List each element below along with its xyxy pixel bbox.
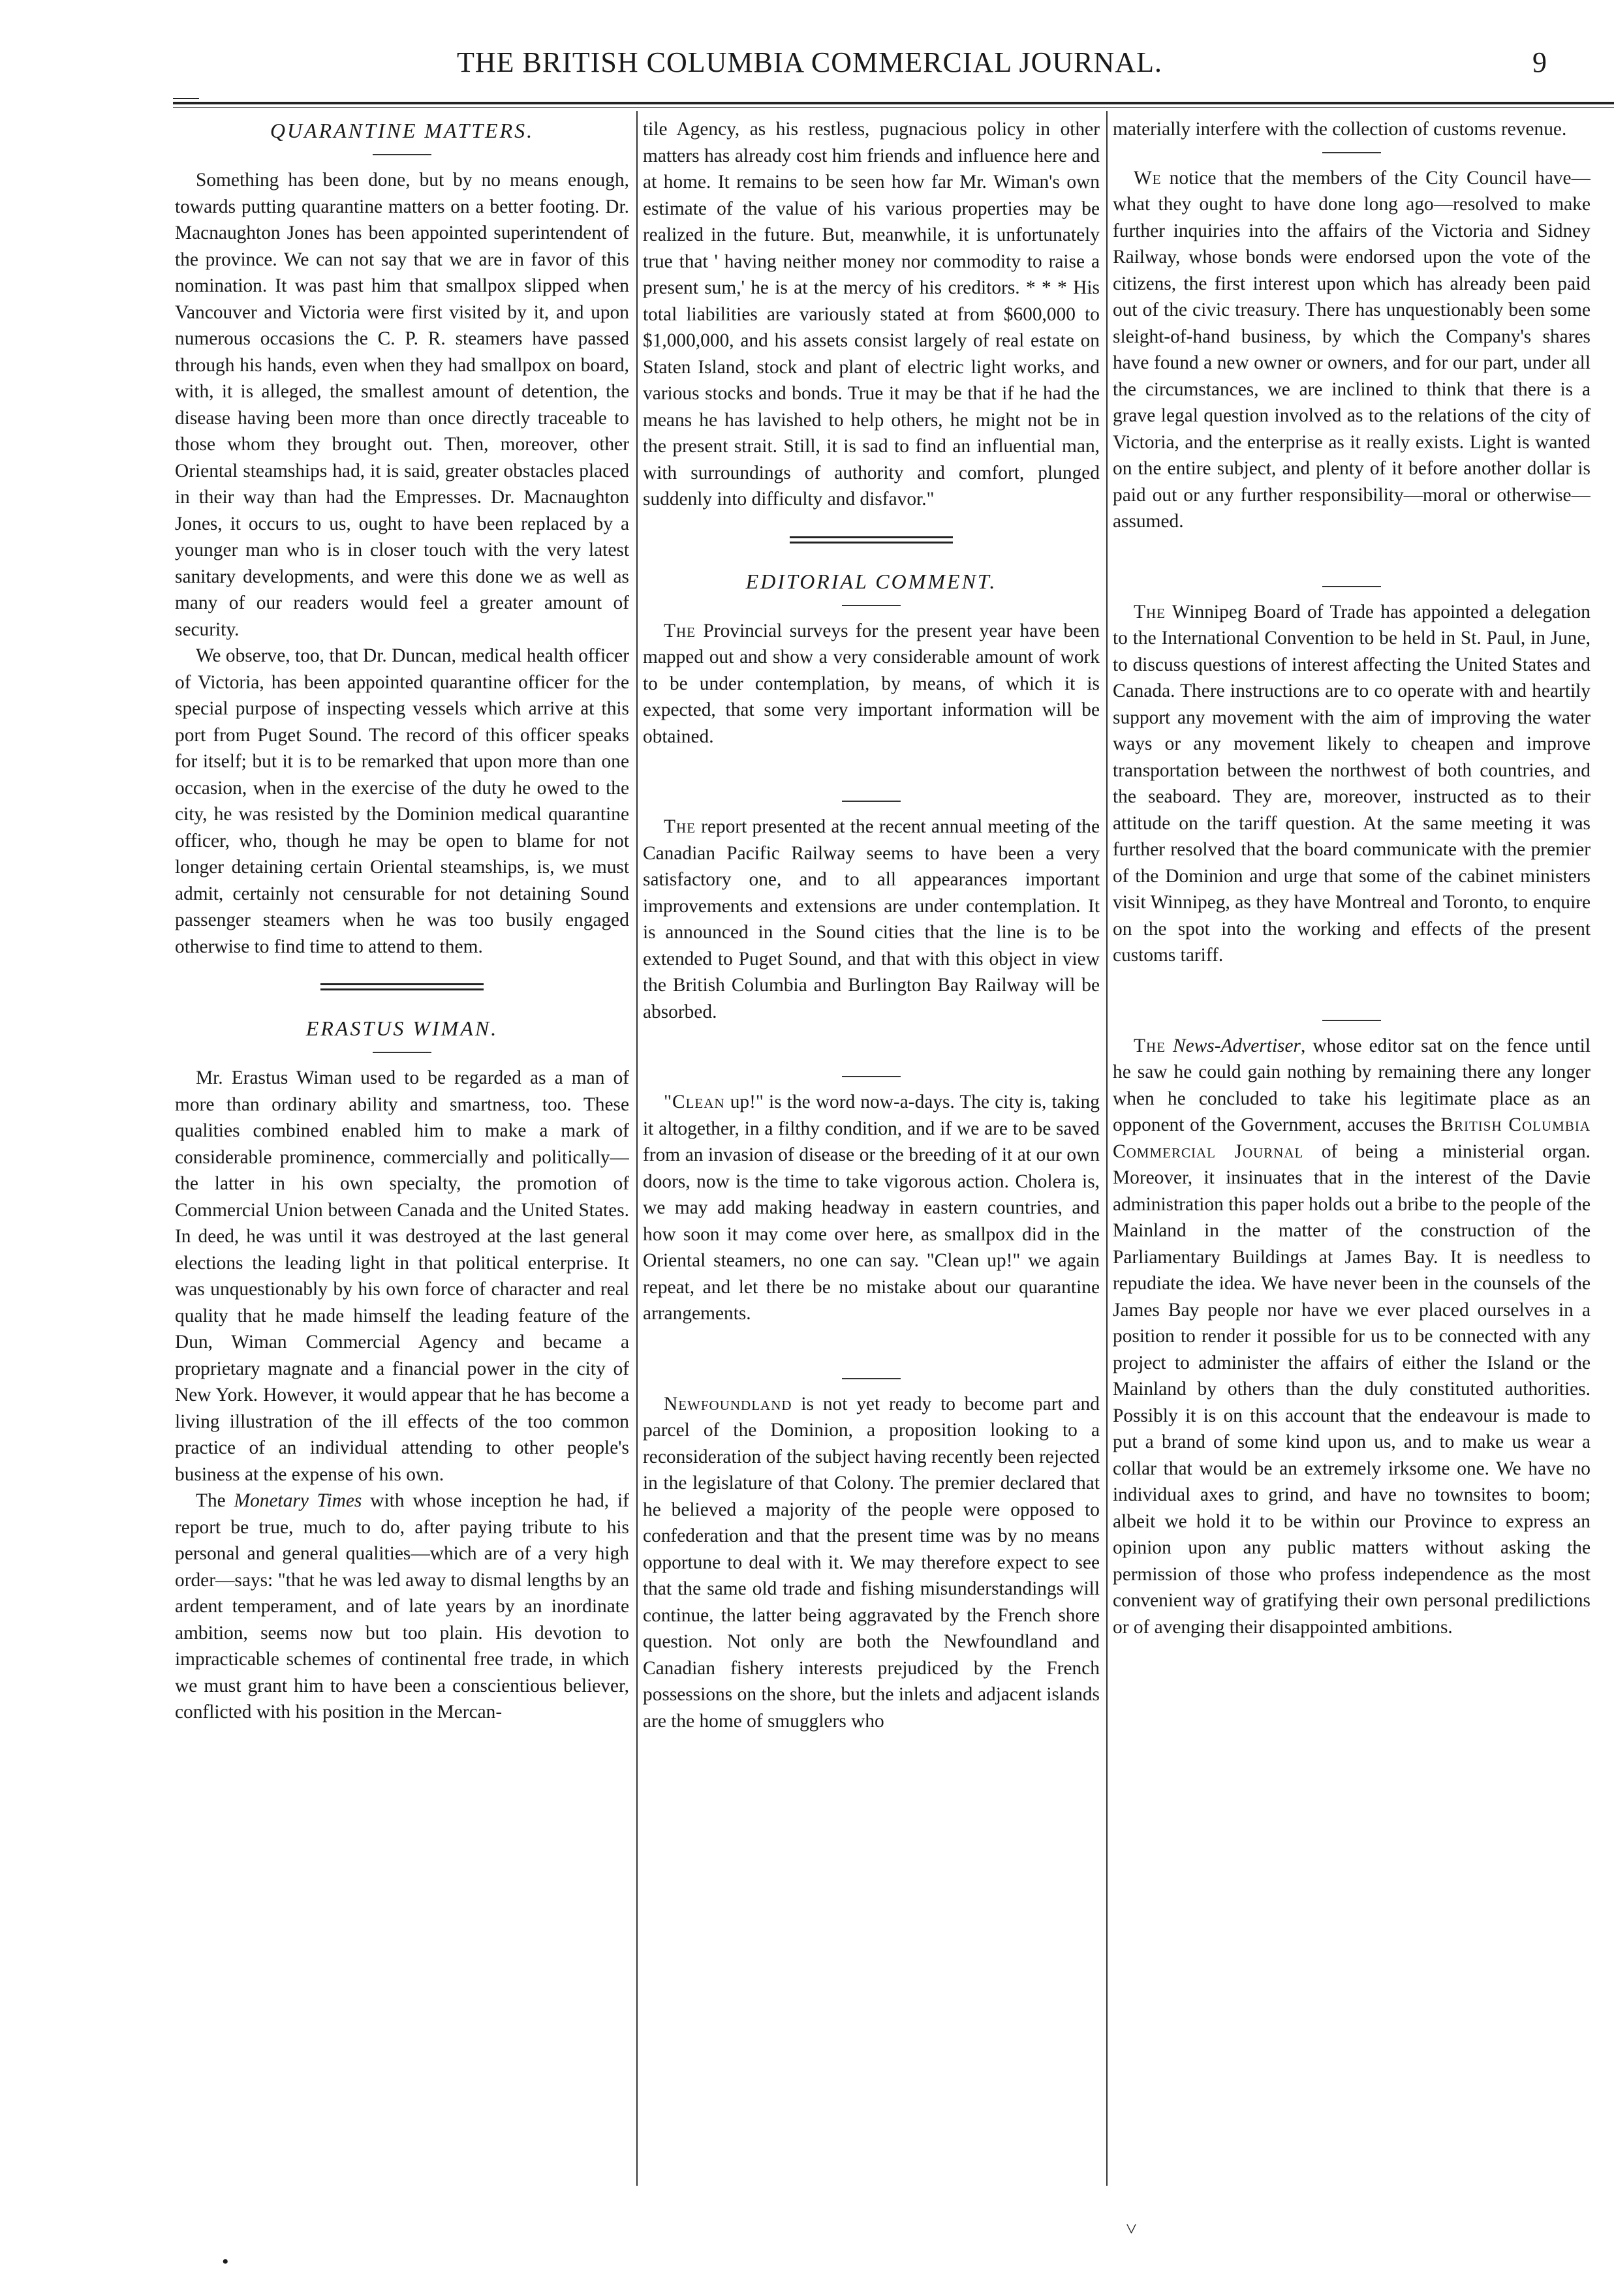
header-dash xyxy=(173,98,199,99)
text-run: up!" is the word now-a-days. The city is, taking it altogether, in a filthy condition, and if we are to be saved from an invasion of disease or the breeding of it at our own doors, now is the time to take vigorous action. Cholera is, we may add making headway in eastern countries, and how soon it may come over here, as smallpox did in the Oriental steamers, no one can say. "Clean up!" we again repeat, and let there be no mistake about our quarantine arrangements. xyxy=(643,1092,1100,1324)
spacer xyxy=(643,1327,1100,1369)
short-rule xyxy=(1322,586,1381,587)
editorial-paragraph xyxy=(643,814,1100,1025)
section-divider xyxy=(320,983,484,990)
article-paragraph: Mr. Erastus Wiman used to be regarded as a man of more than ordinary ability and smartness, too. These qualities combined enabled him to make a mark of considerable prominence, commercially and politically—the latter in his own specialty, the promotion of Commercial Union between Canada and the United States. In deed, he was until it was destroyed at the last general elections the leading light in that political enterprise. It was unquestionably by his own force of character and real quality that he made himself the leading feature of the Dun, Wiman Commercial Agency and became a proprietary magnate and a financial power in the city of New York. However, it would appear that he has become a living illustration of the ill effects of the too common practice of an individual attending to other people's business at the expense of his own. xyxy=(175,1067,629,1485)
text-run: Winnipeg Board of Trade has appointed a delegation to the International Convention to be held in St. Paul, in June, to discuss questions of interest affecting the United States and Canada. There instructions are to co operate with and heartily support any movement with the aim of improving the water ways or any movement likely to cheapen and improve transportation between the northwest of both countries, and the seaboard. They are, moreover, instructed as to their attitude on the tariff question. At the same meeting it was further resolved that the board communicate with the premier of the Dominion and urge that some of the cabinet ministers visit Winnipeg, as they have Montreal and Toronto, to enquire on the spot into the working and effects of the present customs tariff. xyxy=(1113,601,1591,966)
lead-word: We xyxy=(1134,167,1162,189)
header-rule-thin xyxy=(173,107,1614,108)
short-rule xyxy=(842,605,901,606)
print-speck: ˅ xyxy=(1126,2218,1137,2240)
page-number: 9 xyxy=(1532,46,1547,78)
text-run: is not yet ready to become part and parcel of the Dominion, a proposition looking to a reconsideration of the subject having recently been rejected in the legislature of that Colony. The premier declared that he believed a majority of the people were opposed to confederation and that the present time was by no means opportune to deal with it. We may therefore expect to see that the same old trade and fishing misunderstandings will continue, the latter being aggravated by the French shore question. Not only are both the Newfoundland and Canadian fishery interests prejudiced by the French possessions on the shore, but the inlets and adjacent islands are the home of smugglers who xyxy=(643,1393,1100,1732)
article-paragraph: We observe, too, that Dr. Duncan, medical health officer of Victoria, has been appointed quarantine officer for the special purpose of inspecting vessels which arrive at this port from Puget Sound. The record of this officer speaks for itself; but it is to be remarked that upon more than one occasion, when in the exercise of the duty he owed to the city, he was resisted by the Dominion medical quarantine officer, who, though he may be open to blame for not longer detaining certain Oriental steamships, is, we must admit, certainly not censurable for not detaining Sound passenger steamers when he was too busily engaged otherwise to find time to attend to them. xyxy=(175,645,629,957)
lead-word: The xyxy=(1134,601,1166,622)
short-rule xyxy=(842,1076,901,1077)
short-rule xyxy=(373,154,431,155)
editorial-comment-heading: EDITORIAL COMMENT. xyxy=(745,569,997,593)
lead-word: Newfoundland xyxy=(664,1393,792,1415)
short-rule xyxy=(842,801,901,802)
spacer xyxy=(643,1025,1100,1067)
article-paragraph xyxy=(175,1488,629,1726)
text-run: Provincial surveys for the present year have been mapped out and show a very considerable amount of work to be under contemplation, by means, of which it is expected, that some very important information will be obtained. xyxy=(643,620,1100,747)
newspaper-name: News-Advertiser xyxy=(1173,1035,1301,1056)
spacer xyxy=(1113,535,1591,577)
editorial-paragraph xyxy=(643,1089,1100,1327)
short-rule xyxy=(842,1378,901,1379)
text-run: , whose editor sat on the fence until he saw he could gain nothing by remaining there any longer when he concluded to take his legitimate place as an opponent of the Government, accuses the xyxy=(1113,1035,1591,1135)
text-run: of being a ministerial organ. Moreover, it insinuates that in the interest of the Davie administration this paper holds out a bribe to the people of the Mainland in the matter of the construction of the Parliamentary Buildings at James Bay. It is needless to repudiate the idea. We have never been in the counsels of the James Bay people nor have we ever placed ourselves in a position to render it possible for us to be connected with any project to administer the affairs of either the Island or the Mainland by others than the duly constituted authorities. Possibly it is on this account that the endeavour is made to put a brand of some kind upon us, and to make us wear a collar that would be an extremely irksome one. We have no individual axes to grind, and have no townsites to boom; albeit we hold it to be within our Province to express an opinion upon any public matters without asking the permission of those who profess independence as the most convenient way of gratifying their own personal predilictions or of avenging their disappointed ambitions. xyxy=(1113,1140,1591,1638)
journal-name: British Columbia Commercial Journal xyxy=(1113,1114,1591,1162)
column-divider-2 xyxy=(1106,111,1108,2186)
text-run: report presented at the recent annual meeting of the Canadian Pacific Railway seems to have been a very satisfactory one, and to all appearances important improvements and extensions are under contemplation. It is announced in the Sound cities that the line is to be extended to Puget Sound, and that with this object in view the British Columbia and Burlington Bay Railway will be absorbed. xyxy=(643,816,1100,1022)
lead-word: The xyxy=(664,620,696,641)
spacer xyxy=(1113,969,1591,1011)
short-rule xyxy=(1322,152,1381,153)
article-heading-wiman: ERASTUS WIMAN. xyxy=(305,1017,499,1040)
column-3 xyxy=(1113,116,1591,2184)
editorial-paragraph xyxy=(643,618,1100,750)
article-paragraph: tile Agency, as his restless, pugnacious policy in other matters has already cost him friends and influence here and at home. It remains to be seen how far Mr. Wiman's own estimate of the value of his various properties may be realized in the future. But, meanwhile, it is unfortunately true that ' having neither money nor commodity to raise a present sum,' he is at the mercy of his creditors. * * * His total liabilities are variously stated at from $600,000 to $1,000,000, and his assets consist largely of real estate on Staten Island, stock and plant of electric light works, and various stocks and bonds. True it may be that if he had the means he has lavished to help others, he might not be in the present strait. Still, it is sad to find an influential man, with surroundings of authority and comfort, plunged suddenly into difficulty and disfavor." xyxy=(643,119,1100,510)
column-divider-1 xyxy=(636,111,638,2186)
editorial-paragraph xyxy=(643,1391,1100,1735)
lead-word: "Clean xyxy=(664,1092,725,1112)
header-rule xyxy=(173,102,1614,104)
column-1 xyxy=(175,116,629,2184)
section-divider xyxy=(790,536,953,543)
short-rule xyxy=(373,1052,431,1053)
editorial-paragraph xyxy=(1113,599,1591,969)
journal-title: THE BRITISH COLUMBIA COMMERCIAL JOURNAL. xyxy=(457,46,1162,78)
print-speck: • xyxy=(222,2251,229,2273)
article-paragraph: Something has been done, but by no means enough, towards putting quarantine matters on a better footing. Dr. Macnaughton Jones has been appointed superintendent of the province. We can not say that we are in favor of this nomination. It was past him that smallpox slipped when Vancouver and Victoria were first visited by it, and upon numerous occasions the C. P. R. steamers have passed through his hands, even when they had smallpox on board, with, it is alleged, the smallest amount of detention, the disease having been more than once directly traceable to those whom they brought out. Then, moreover, other Oriental steamships had, it is said, greater obstacles placed in their way than had the Empresses. Dr. Macnaughton Jones, it occurs to us, ought to have been replaced by a younger man who is in closer touch with the very latest sanitary developments, and were this done we as well as many of our readers would feel a greater amount of security. xyxy=(175,170,629,640)
article-paragraph: materially interfere with the collection of customs revenue. xyxy=(1113,119,1567,140)
editorial-paragraph xyxy=(1113,165,1591,535)
column-2 xyxy=(643,116,1100,2184)
editorial-paragraph xyxy=(1113,1033,1591,1641)
spacer xyxy=(643,750,1100,791)
page-header xyxy=(0,40,1614,93)
article-heading-quarantine: QUARANTINE MATTERS. xyxy=(270,119,535,142)
text-run: with whose inception he had, if report be true, much to do, after paying tribute to his personal and general qualities—which are of a very high order—says: "that he was led away to dismal lengths by an ardent temperament, and of late years by an inordinate ambition, seems now but too plain. His devotion to impracticable schemes of continental free trade, in which we must grant him to have been a conscientious believer, conflicted with his position in the Mercan- xyxy=(175,1490,629,1722)
short-rule xyxy=(1322,1020,1381,1021)
text-run: The xyxy=(196,1490,234,1511)
lead-word: The xyxy=(1134,1035,1166,1056)
text-run: notice that the members of the City Council have—what they ought to have done long ago—resolved to make further inquiries into the affairs of the Victoria and Sidney Railway, whose bonds were endorsed upon the vote of the citizens, the first interest upon which has already been paid out of the civic treasury. There has unquestionably been some sleight-of-hand business, by which the Company's shares have found a new owner or owners, and for our part, under all the circumstances, we are inclined to think that there is a grave legal question involved as to the relations of the city of Victoria, and the enterprise as it really exists. Light is wanted on the entire subject, and plenty of it before another dollar is paid out or any further responsibility—moral or otherwise—assumed. xyxy=(1113,167,1591,532)
newspaper-name: Monetary Times xyxy=(234,1490,362,1511)
lead-word: The xyxy=(664,816,696,837)
